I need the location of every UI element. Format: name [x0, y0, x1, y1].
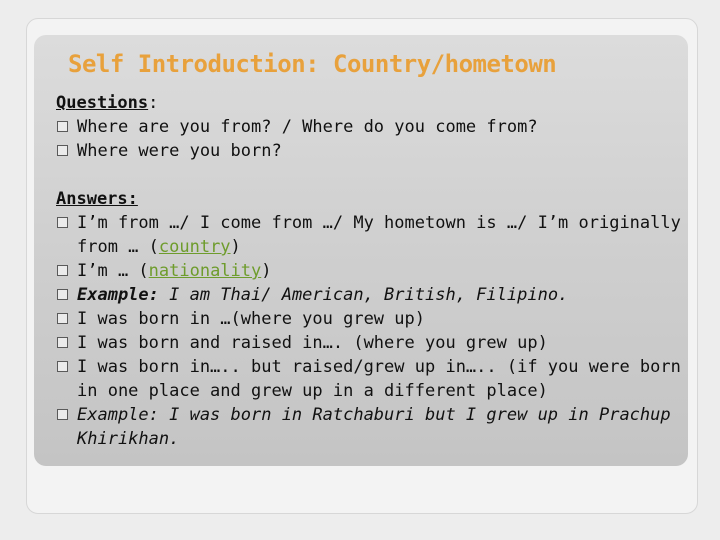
- answer-text: I’m from …/ I come from …/ My hometown is …/ I’m originally from … (: [77, 213, 681, 257]
- questions-heading-line: [56, 91, 686, 115]
- question-text: Where are you from? / Where do you come from?: [77, 117, 538, 137]
- answer-text: Example: I was born in Ratchaburi but I grew up in Prachup Khirikhan.: [77, 405, 671, 449]
- bullet-icon: [57, 289, 68, 300]
- bullet-icon: [57, 265, 68, 276]
- answer-text: I was born and raised in…. (where you grew up): [77, 333, 548, 353]
- answer-item: [56, 211, 686, 259]
- answer-text-end: ): [261, 261, 272, 281]
- question-item: [56, 115, 686, 139]
- bullet-icon: [57, 409, 68, 420]
- bullet-icon: [57, 145, 68, 156]
- slide-title: Self Introduction: Country/hometown: [68, 50, 557, 78]
- question-item: [56, 139, 686, 163]
- bullet-icon: [57, 121, 68, 132]
- example-label: Example:: [77, 285, 159, 305]
- slide-content: [56, 91, 686, 451]
- questions-heading-colon: :: [148, 93, 159, 113]
- spacer: [56, 163, 686, 187]
- answer-text: I’m … (: [77, 261, 149, 281]
- answer-item: [56, 259, 686, 283]
- answer-item: [56, 283, 686, 307]
- answer-text-end: ): [230, 237, 241, 257]
- answer-text: I was born in …(where you grew up): [77, 309, 425, 329]
- answer-item: [56, 403, 686, 451]
- bullet-icon: [57, 217, 68, 228]
- answers-heading: Answers:: [56, 189, 138, 209]
- answer-item: [56, 331, 686, 355]
- country-link: country: [158, 237, 231, 257]
- question-text: Where were you born?: [77, 141, 282, 161]
- bullet-icon: [57, 361, 68, 372]
- nationality-link: nationality: [148, 261, 262, 281]
- answer-item: [56, 355, 686, 403]
- bullet-icon: [57, 313, 68, 324]
- bullet-icon: [57, 337, 68, 348]
- questions-heading: Questions: [56, 93, 149, 113]
- answer-text: I am Thai/ American, British, Filipino.: [158, 285, 569, 305]
- answer-text: I was born in….. but raised/grew up in….. (if you were born in one place and grew up in a different place): [77, 357, 681, 401]
- answer-item: [56, 307, 686, 331]
